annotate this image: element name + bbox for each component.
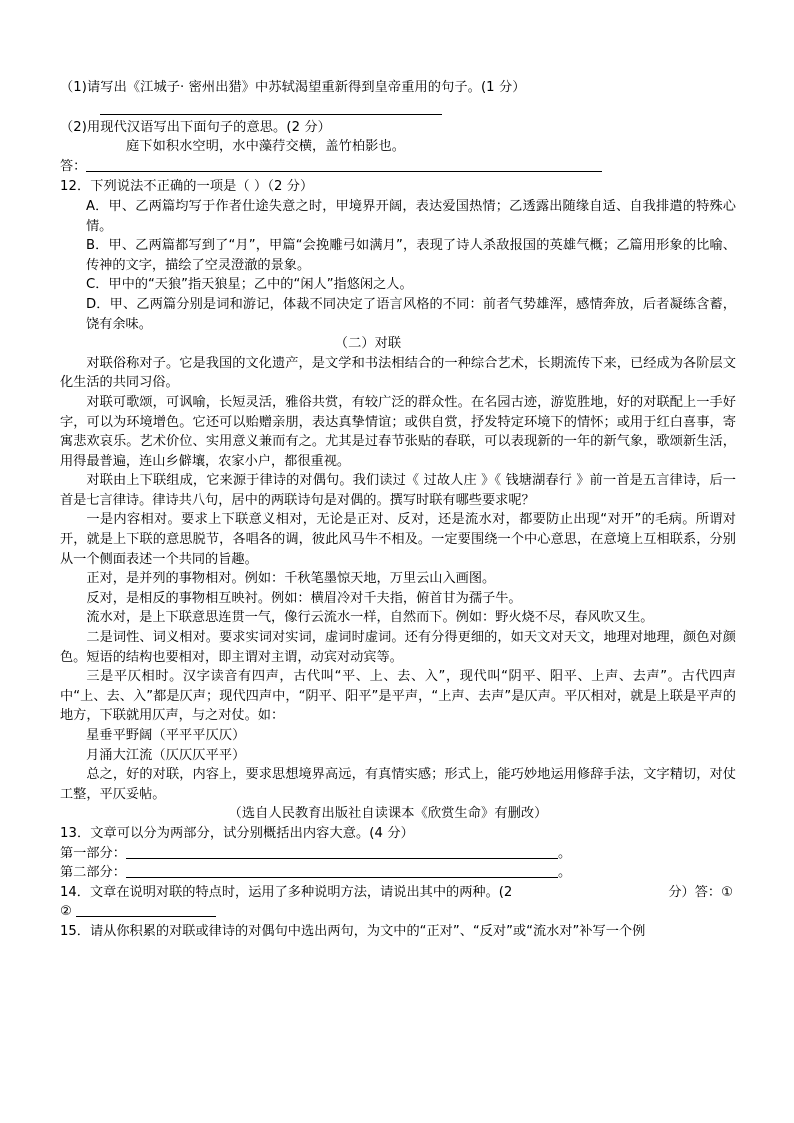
question-14-score-answer: 分）答：① (668, 884, 733, 900)
passage-source-attribution: （选自人民教育出版社自读课本《欣赏生命》有删改） (228, 806, 548, 822)
question-15-stem: 15．请从你积累的对联或律诗的对偶句中选出两句，为文中的“正对”、“反对”或“流水对”补写一个例 (60, 923, 646, 939)
question-12-option-a[interactable]: A．甲、乙两篇均写于作者仕途失意之时，甲境界开阔，表达爱国热情；乙透露出随缘自适、自我排遣的特殊心情。 (86, 198, 736, 234)
answer-line[interactable] (126, 865, 558, 878)
couplet-example-lower: 月涌大江流（仄仄仄平平） (86, 747, 246, 763)
poetry-answer-blank-1 (60, 98, 736, 118)
question-13-part1-row (60, 844, 736, 864)
question-12-option-b[interactable]: B．甲、乙两篇都写到了“月”，甲篇“会挽雕弓如满月”，表现了诗人杀敌报国的英雄气概；乙篇用形象的比喻、传神的文字，描绘了空灵澄澈的景象。 (86, 238, 736, 273)
question-14-item2-label: ② (60, 904, 72, 920)
question-12-option-d[interactable]: D．甲、乙两篇分别是词和游记，体裁不同决定了语言风格的不同：前者气势雄浑，感情奔放，后者凝练含蓄，饶有余味。 (86, 296, 736, 332)
answer-label: 答： (60, 158, 87, 174)
question-14-stem: 14．文章在说明对联的特点时，运用了多种说明方法，请说出其中的两种。(2 (60, 884, 513, 900)
question-12-stem: 12．下列说法不正确的一项是（ ）（2 分） (60, 179, 314, 195)
answer-line[interactable] (100, 99, 442, 114)
passage-paragraph: 二是词性、词义相对。要求实词对实词，虚词时虚词。还有分得更细的，如天文对天文，地理对地理，颜色对颜色。短语的结构也要相对，即主谓对主谓，动宾对动宾等。 (60, 630, 736, 665)
passage-paragraph: 正对，是并列的事物相对。例如：千秋笔墨惊天地，万里云山入画图。 (86, 571, 496, 587)
question-12-option-c[interactable]: C．甲中的“天狼”指天狼星；乙中的“闲人”指悠闲之人。 (86, 277, 413, 293)
answer-line[interactable] (76, 904, 216, 917)
passage-paragraph: 反对，是相反的事物相互映衬。例如：横眉冷对千夫指，俯首甘为孺子牛。 (86, 590, 522, 606)
question-13-part2-label: 第二部分： (60, 865, 126, 881)
question-13-part2-row (60, 863, 736, 883)
reading-section-heading: （二）对联 (334, 336, 402, 352)
period-mark: 。 (557, 865, 572, 881)
poetry-question-2: （2)用现代汉语写出下面句子的意思。(2 分） (60, 119, 331, 135)
passage-paragraph: 三是平仄相时。汉字读音有四声，古代叫“平、上、去、入”，现代叫“阴平、阳平、上声、去声”。古代四声中“上、去、入”都是仄声；现代四声中，“阴平、阳平”是平声，“上声、去声”是仄声。平仄相对，就是上联是平声的地方，下联就用仄声，与之对仗。如： (60, 669, 736, 724)
passage-paragraph: 对联俗称对子。它是我国的文化遗产，是文学和书法相结合的一种综合艺术，长期流传下来，已经成为各阶层文化生活的共同习俗。 (60, 355, 736, 391)
question-13-stem: 13．文章可以分为两部分，试分别概括出内容大意。(4 分） (60, 825, 414, 841)
question-14-item2-row (60, 902, 736, 922)
couplet-example-upper: 星垂平野阔（平平平仄仄） (86, 728, 246, 743)
passage-paragraph: 一是内容相对。要求上下联意义相对，无论是正对、反对，还是流水对，都要防止出现“对开”的毛病。所谓对开，就是上下联的意思脱节，各唱各的调，彼此风马牛不相及。一定要围绕一个中心意思，在意境上互相联系，分别从一个侧面表述一个共同的旨趣。 (60, 512, 736, 567)
passage-paragraph: 对联由上下联组成，它来源于律诗的对偶句。我们读过《 过故人庄 》《 钱塘湖春行 》前一首是五言律诗，后一首是七言律诗。律诗共八句，居中的两联诗句是对偶的。撰写时联有哪些要求呢？ (60, 473, 736, 508)
poetry-question-1: （1)请写出《江城子· 密州出猎》中苏轼渴望重新得到皇帝重用的句子。(1 分） (60, 80, 526, 95)
answer-line[interactable] (126, 846, 558, 859)
question-13-part1-label: 第一部分： (60, 845, 126, 861)
question-14-stem-row (60, 883, 736, 903)
poetry-quoted-sentence: 庭下如积水空明，水中藻荇交横，盖竹柏影也。 (126, 139, 406, 155)
answer-line[interactable] (86, 159, 602, 172)
passage-paragraph: 对联可歌颂，可讽喻，长短灵活，雅俗共赏，有较广泛的群众性。在名园古迹，游览胜地，好的对联配上一手好字，可以为环境增色。它还可以贻赠亲朋，表达真挚情谊；或供自赏，抒发特定环境下的情怀；或用于红白喜事，寄寓悲欢哀乐。艺术价位、实用意义兼而有之。尤其是过春节张贴的春联，可以表现新的一年的新气象，歌颂新生活，用得最普遍，连山乡僻壤，农家小户，都很重视。 (60, 394, 736, 469)
period-mark: 。 (557, 845, 572, 861)
poetry-answer-row (60, 157, 736, 177)
passage-paragraph: 流水对，是上下联意思连贯一气，像行云流水一样，自然而下。例如：野火烧不尽，春风吹又生。 (86, 610, 654, 626)
passage-closing-paragraph: 总之，好的对联，内容上，要求思想境界高远，有真情实感；形式上，能巧妙地运用修辞手法，文字精切，对仗工整，平仄妥帖。 (60, 767, 736, 802)
